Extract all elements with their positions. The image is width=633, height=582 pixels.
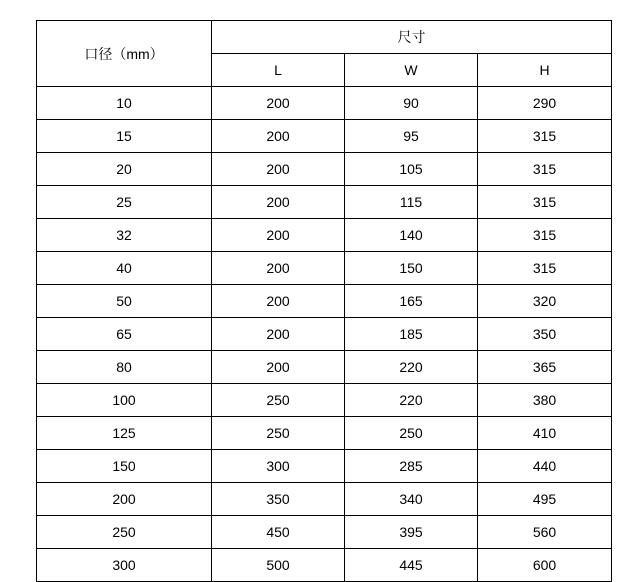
cell-diameter: 10 bbox=[37, 87, 212, 120]
specification-table bbox=[36, 20, 612, 582]
cell-w: 340 bbox=[345, 483, 478, 516]
cell-w: 220 bbox=[345, 351, 478, 384]
cell-h: 410 bbox=[478, 417, 612, 450]
table-row bbox=[37, 153, 612, 186]
table-header bbox=[37, 21, 612, 87]
cell-l: 300 bbox=[212, 450, 345, 483]
cell-l: 450 bbox=[212, 516, 345, 549]
cell-l: 200 bbox=[212, 219, 345, 252]
cell-l: 350 bbox=[212, 483, 345, 516]
cell-w: 115 bbox=[345, 186, 478, 219]
cell-diameter: 32 bbox=[37, 219, 212, 252]
cell-diameter: 150 bbox=[37, 450, 212, 483]
cell-diameter: 100 bbox=[37, 384, 212, 417]
table-row bbox=[37, 417, 612, 450]
cell-h: 560 bbox=[478, 516, 612, 549]
cell-diameter: 300 bbox=[37, 549, 212, 582]
table-row bbox=[37, 450, 612, 483]
table-row bbox=[37, 252, 612, 285]
column-header-l: L bbox=[212, 54, 345, 87]
cell-w: 105 bbox=[345, 153, 478, 186]
cell-diameter: 25 bbox=[37, 186, 212, 219]
cell-l: 200 bbox=[212, 318, 345, 351]
column-header-w: W bbox=[345, 54, 478, 87]
cell-l: 250 bbox=[212, 417, 345, 450]
cell-h: 315 bbox=[478, 186, 612, 219]
cell-l: 200 bbox=[212, 252, 345, 285]
column-header-h: H bbox=[478, 54, 612, 87]
cell-diameter: 65 bbox=[37, 318, 212, 351]
cell-diameter: 200 bbox=[37, 483, 212, 516]
cell-h: 315 bbox=[478, 219, 612, 252]
cell-diameter: 80 bbox=[37, 351, 212, 384]
table-row bbox=[37, 351, 612, 384]
cell-h: 440 bbox=[478, 450, 612, 483]
cell-diameter: 40 bbox=[37, 252, 212, 285]
cell-diameter: 20 bbox=[37, 153, 212, 186]
cell-h: 315 bbox=[478, 153, 612, 186]
cell-l: 250 bbox=[212, 384, 345, 417]
cell-l: 200 bbox=[212, 120, 345, 153]
table-row bbox=[37, 483, 612, 516]
cell-w: 95 bbox=[345, 120, 478, 153]
column-header-diameter: 口径（mm） bbox=[37, 21, 212, 87]
cell-h: 315 bbox=[478, 252, 612, 285]
column-header-size: 尺寸 bbox=[212, 21, 612, 54]
cell-h: 290 bbox=[478, 87, 612, 120]
cell-h: 600 bbox=[478, 549, 612, 582]
cell-l: 200 bbox=[212, 153, 345, 186]
header-row-primary bbox=[37, 21, 612, 54]
table-row bbox=[37, 186, 612, 219]
cell-h: 350 bbox=[478, 318, 612, 351]
cell-w: 445 bbox=[345, 549, 478, 582]
cell-l: 500 bbox=[212, 549, 345, 582]
table-row bbox=[37, 120, 612, 153]
cell-w: 220 bbox=[345, 384, 478, 417]
cell-w: 285 bbox=[345, 450, 478, 483]
table-row bbox=[37, 384, 612, 417]
table-row bbox=[37, 516, 612, 549]
cell-diameter: 250 bbox=[37, 516, 212, 549]
cell-l: 200 bbox=[212, 87, 345, 120]
cell-h: 495 bbox=[478, 483, 612, 516]
cell-w: 150 bbox=[345, 252, 478, 285]
table-row bbox=[37, 219, 612, 252]
cell-w: 165 bbox=[345, 285, 478, 318]
cell-diameter: 50 bbox=[37, 285, 212, 318]
cell-h: 315 bbox=[478, 120, 612, 153]
cell-l: 200 bbox=[212, 351, 345, 384]
cell-l: 200 bbox=[212, 285, 345, 318]
table-row bbox=[37, 285, 612, 318]
table-row bbox=[37, 318, 612, 351]
cell-diameter: 15 bbox=[37, 120, 212, 153]
cell-w: 395 bbox=[345, 516, 478, 549]
cell-w: 185 bbox=[345, 318, 478, 351]
cell-h: 380 bbox=[478, 384, 612, 417]
cell-diameter: 125 bbox=[37, 417, 212, 450]
table-body bbox=[37, 87, 612, 582]
cell-w: 140 bbox=[345, 219, 478, 252]
cell-h: 320 bbox=[478, 285, 612, 318]
cell-w: 250 bbox=[345, 417, 478, 450]
cell-h: 365 bbox=[478, 351, 612, 384]
cell-l: 200 bbox=[212, 186, 345, 219]
table-row bbox=[37, 87, 612, 120]
table-row bbox=[37, 549, 612, 582]
cell-w: 90 bbox=[345, 87, 478, 120]
